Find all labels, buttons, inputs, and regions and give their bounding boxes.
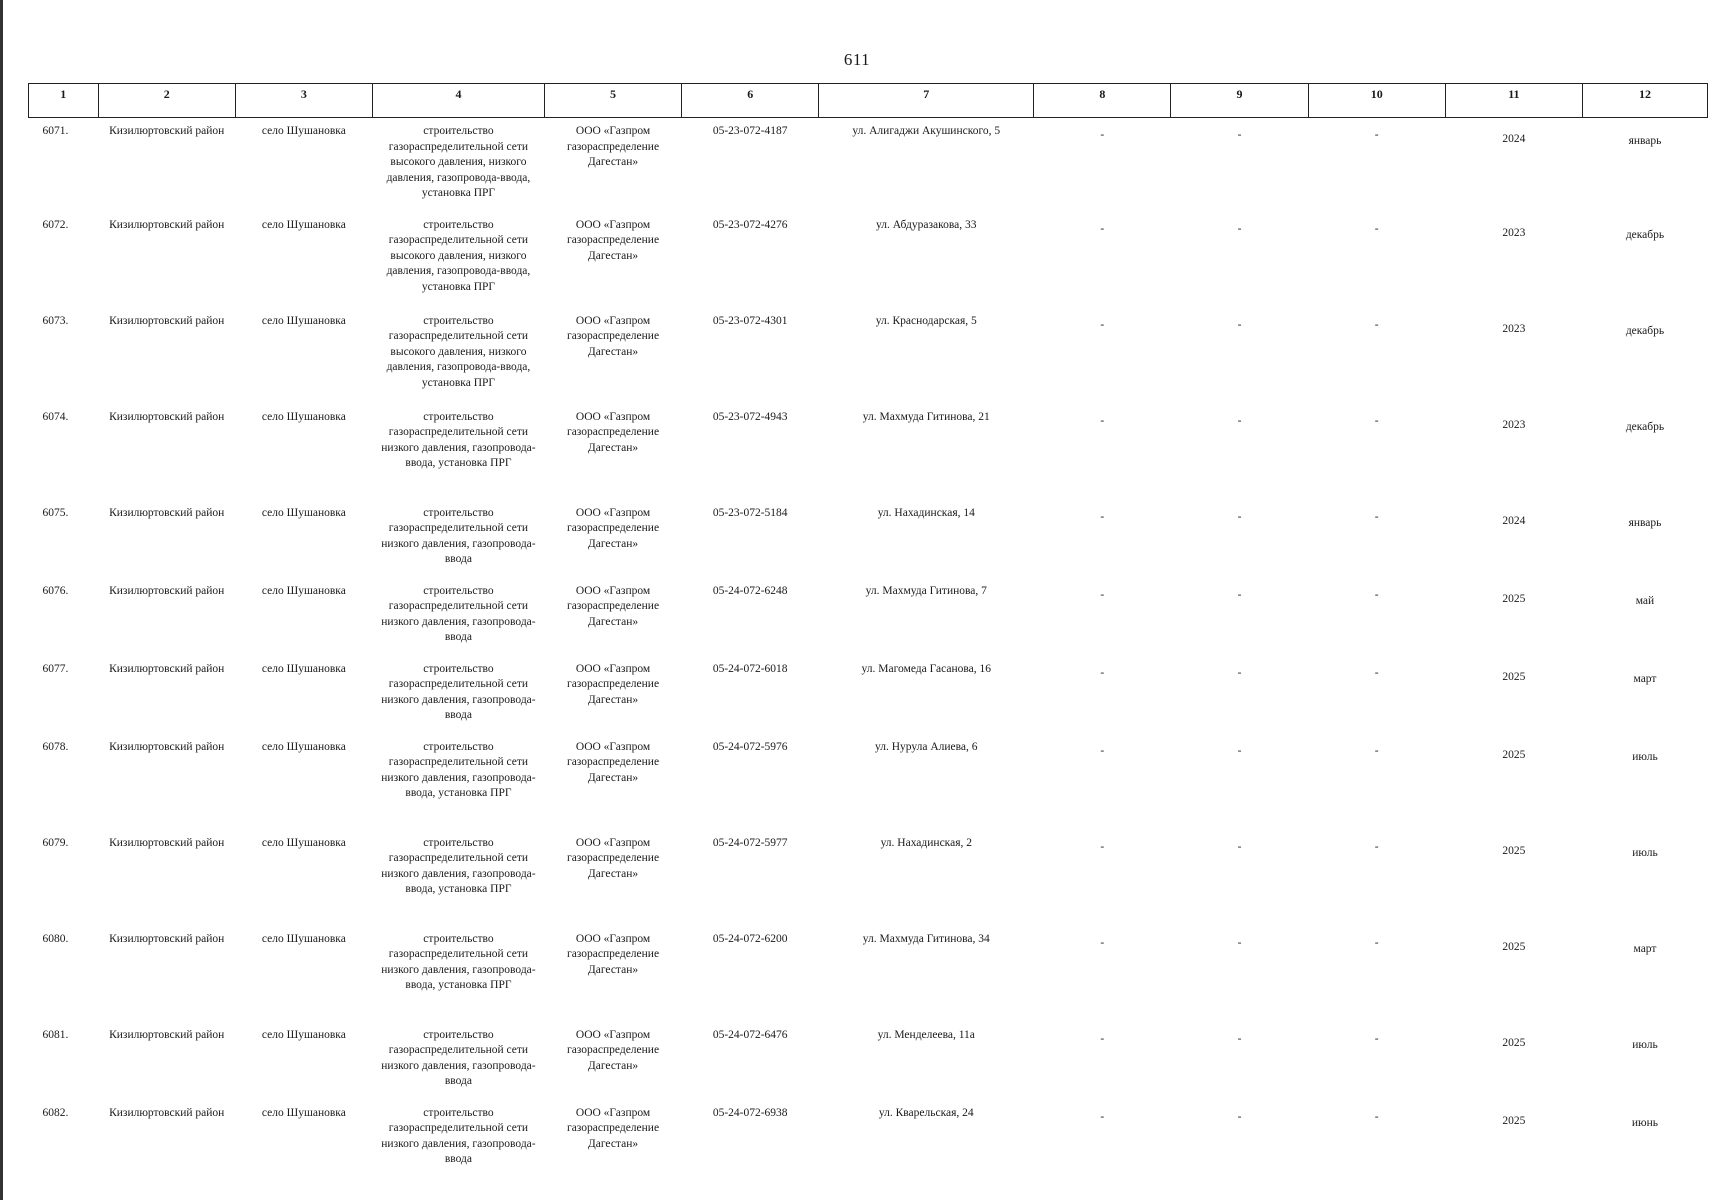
col9-cell: - <box>1237 666 1242 679</box>
village-cell: село Шушановка <box>261 662 346 675</box>
district-cell: Кизилюртовский район <box>109 1028 225 1041</box>
month-cell: декабрь <box>1625 420 1665 433</box>
table-row <box>29 926 1708 1022</box>
organization-cell: ООО «Газпром газораспределение Дагестан» <box>566 740 660 784</box>
column-header: 11 <box>1445 84 1582 118</box>
header-row <box>29 84 1708 118</box>
row-number: 6076. <box>42 584 69 597</box>
table-row <box>29 500 1708 578</box>
col10-cell: - <box>1374 744 1379 757</box>
col8-cell: - <box>1100 222 1105 235</box>
table-row <box>29 656 1708 734</box>
work-description-cell: строительство газораспределительной сети низкого давления, газопровода-ввода, установка ПРГ <box>381 836 536 895</box>
row-number: 6080. <box>42 932 69 945</box>
work-description-cell: строительство газораспределительной сети высокого давления, низкого давления, газопровода-ввода, установка ПРГ <box>386 218 531 293</box>
year-cell: 2023 <box>1502 226 1526 239</box>
code-cell: 05-24-072-6938 <box>712 1106 788 1119</box>
year-cell: 2025 <box>1502 1036 1526 1049</box>
address-cell: ул. Абдуразакова, 33 <box>876 218 977 231</box>
col8-cell: - <box>1100 1110 1105 1123</box>
year-cell: 2024 <box>1502 514 1526 527</box>
page-number: 611 <box>843 50 871 69</box>
col10-cell: - <box>1374 129 1379 141</box>
column-header: 2 <box>98 84 235 118</box>
work-description-cell: строительство газораспределительной сети низкого давления, газопровода-ввода, установка ПРГ <box>381 740 536 799</box>
col10-cell: - <box>1374 936 1379 949</box>
work-description-cell: строительство газораспределительной сети высокого давления, низкого давления, газопровода-ввода, установка ПРГ <box>386 314 531 389</box>
district-cell: Кизилюртовский район <box>109 506 225 519</box>
row-number: 6073. <box>42 314 69 327</box>
code-cell: 05-23-072-5184 <box>712 506 788 519</box>
row-number: 6077. <box>42 662 69 675</box>
month-cell: июль <box>1632 1038 1658 1051</box>
organization-cell: ООО «Газпром газораспределение Дагестан» <box>566 662 660 706</box>
district-cell: Кизилюртовский район <box>109 314 225 327</box>
code-cell: 05-24-072-5976 <box>712 740 788 753</box>
year-cell: 2025 <box>1502 670 1526 683</box>
col8-cell: - <box>1100 414 1105 427</box>
year-cell: 2023 <box>1502 322 1526 335</box>
col9-cell: - <box>1237 510 1242 523</box>
month-cell: январь <box>1628 516 1662 529</box>
year-cell: 2025 <box>1502 940 1526 953</box>
table-row <box>29 308 1708 404</box>
row-number: 6081. <box>42 1028 69 1041</box>
col8-cell: - <box>1100 588 1105 601</box>
col9-cell: - <box>1237 1110 1242 1123</box>
table-row <box>29 830 1708 926</box>
month-cell: июнь <box>1631 1116 1659 1129</box>
year-cell: 2025 <box>1502 844 1526 857</box>
district-cell: Кизилюртовский район <box>109 1106 225 1119</box>
village-cell: село Шушановка <box>261 410 346 423</box>
work-description-cell: строительство газораспределительной сети низкого давления, газопровода-ввода <box>381 1028 536 1087</box>
code-cell: 05-23-072-4943 <box>712 410 788 423</box>
col9-cell: - <box>1237 840 1242 853</box>
month-cell: июль <box>1632 750 1658 763</box>
col10-cell: - <box>1374 318 1379 331</box>
col10-cell: - <box>1374 840 1379 853</box>
month-cell: март <box>1633 942 1657 955</box>
col9-cell: - <box>1237 129 1242 141</box>
work-description-cell: строительство газораспределительной сети низкого давления, газопровода-ввода <box>381 1106 536 1165</box>
address-cell: ул. Махмуда Гитинова, 7 <box>865 584 987 597</box>
column-header: 9 <box>1171 84 1308 118</box>
col8-cell: - <box>1100 318 1105 331</box>
col8-cell: - <box>1100 936 1105 949</box>
organization-cell: ООО «Газпром газораспределение Дагестан» <box>566 1028 660 1072</box>
col10-cell: - <box>1374 588 1379 601</box>
col8-cell: - <box>1100 129 1105 141</box>
month-cell: март <box>1633 672 1657 685</box>
col10-cell: - <box>1374 666 1379 679</box>
district-cell: Кизилюртовский район <box>109 410 225 423</box>
district-cell: Кизилюртовский район <box>109 932 225 945</box>
col8-cell: - <box>1100 666 1105 679</box>
row-number: 6071. <box>42 125 69 137</box>
organization-cell: ООО «Газпром газораспределение Дагестан» <box>566 314 660 358</box>
col8-cell: - <box>1100 840 1105 853</box>
organization-cell: ООО «Газпром газораспределение Дагестан» <box>566 584 660 628</box>
organization-cell: ООО «Газпром газораспределение Дагестан» <box>566 1106 660 1150</box>
code-cell: 05-24-072-6248 <box>712 584 788 597</box>
col10-cell: - <box>1374 222 1379 235</box>
row-number: 6075. <box>42 506 69 519</box>
village-cell: село Шушановка <box>261 1028 346 1041</box>
month-cell: декабрь <box>1625 324 1665 337</box>
village-cell: село Шушановка <box>261 1106 346 1119</box>
col9-cell: - <box>1237 414 1242 427</box>
code-cell: 05-23-072-4301 <box>712 314 788 327</box>
village-cell: село Шушановка <box>261 740 346 753</box>
table-row <box>29 404 1708 500</box>
table-row <box>29 734 1708 830</box>
district-cell: Кизилюртовский район <box>109 836 225 849</box>
organization-cell: ООО «Газпром газораспределение Дагестан» <box>566 218 660 262</box>
work-description-cell: строительство газораспределительной сети низкого давления, газопровода-ввода <box>381 506 536 565</box>
district-cell: Кизилюртовский район <box>109 125 225 137</box>
month-cell: январь <box>1628 135 1662 147</box>
work-description-cell: строительство газораспределительной сети низкого давления, газопровода-ввода, установка ПРГ <box>381 410 536 469</box>
col9-cell: - <box>1237 222 1242 235</box>
column-header: 3 <box>235 84 372 118</box>
row-number: 6079. <box>42 836 69 849</box>
code-cell: 05-24-072-6476 <box>712 1028 788 1041</box>
col9-cell: - <box>1237 1032 1242 1045</box>
village-cell: село Шушановка <box>261 125 346 137</box>
organization-cell: ООО «Газпром газораспределение Дагестан» <box>566 410 660 454</box>
table-row <box>29 1100 1708 1178</box>
year-cell: 2025 <box>1502 592 1526 605</box>
address-cell: ул. Нахадинская, 14 <box>877 506 975 519</box>
work-description-cell: строительство газораспределительной сети высокого давления, низкого давления, газопровода-ввода, установка ПРГ <box>386 125 531 199</box>
row-number: 6082. <box>42 1106 69 1119</box>
table-row <box>29 1022 1708 1100</box>
address-cell: ул. Краснодарская, 5 <box>875 314 977 327</box>
month-cell: май <box>1635 594 1655 607</box>
page-left-border <box>0 0 3 1200</box>
year-cell: 2025 <box>1502 748 1526 761</box>
table-row <box>29 578 1708 656</box>
year-cell: 2025 <box>1502 1114 1526 1127</box>
work-description-cell: строительство газораспределительной сети низкого давления, газопровода-ввода, установка ПРГ <box>381 932 536 991</box>
district-cell: Кизилюртовский район <box>109 740 225 753</box>
column-header: 7 <box>819 84 1034 118</box>
district-cell: Кизилюртовский район <box>109 662 225 675</box>
col10-cell: - <box>1374 414 1379 427</box>
village-cell: село Шушановка <box>261 584 346 597</box>
column-header: 10 <box>1308 84 1445 118</box>
village-cell: село Шушановка <box>261 836 346 849</box>
column-header: 5 <box>544 84 681 118</box>
col10-cell: - <box>1374 510 1379 523</box>
address-cell: ул. Алигаджи Акушинского, 5 <box>852 125 1001 137</box>
col10-cell: - <box>1374 1110 1379 1123</box>
column-header: 6 <box>682 84 819 118</box>
row-number: 6074. <box>42 410 69 423</box>
col9-cell: - <box>1237 744 1242 757</box>
col8-cell: - <box>1100 510 1105 523</box>
organization-cell: ООО «Газпром газораспределение Дагестан» <box>566 932 660 976</box>
address-cell: ул. Нурула Алиева, 6 <box>875 740 978 753</box>
address-cell: ул. Махмуда Гитинова, 34 <box>862 932 990 945</box>
year-cell: 2024 <box>1502 133 1526 145</box>
col9-cell: - <box>1237 588 1242 601</box>
code-cell: 05-23-072-4276 <box>712 218 788 231</box>
register-table <box>28 83 1708 1178</box>
row-number: 6072. <box>42 218 69 231</box>
code-cell: 05-24-072-6018 <box>712 662 788 675</box>
column-header: 12 <box>1582 84 1707 118</box>
code-cell: 05-24-072-6200 <box>712 932 788 945</box>
address-cell: ул. Нахадинская, 2 <box>880 836 972 849</box>
village-cell: село Шушановка <box>261 932 346 945</box>
address-cell: ул. Менделеева, 11а <box>877 1028 975 1041</box>
code-cell: 05-23-072-4187 <box>712 125 788 137</box>
year-cell: 2023 <box>1502 418 1526 431</box>
village-cell: село Шушановка <box>261 506 346 519</box>
district-cell: Кизилюртовский район <box>109 584 225 597</box>
address-cell: ул. Махмуда Гитинова, 21 <box>862 410 990 423</box>
month-cell: декабрь <box>1625 228 1665 241</box>
col9-cell: - <box>1237 318 1242 331</box>
village-cell: село Шушановка <box>261 314 346 327</box>
col10-cell: - <box>1374 1032 1379 1045</box>
row-number: 6078. <box>42 740 69 753</box>
column-header: 4 <box>372 84 544 118</box>
column-header: 1 <box>29 84 99 118</box>
code-cell: 05-24-072-5977 <box>712 836 788 849</box>
col9-cell: - <box>1237 936 1242 949</box>
table-row <box>29 118 1708 212</box>
address-cell: ул. Кварельская, 24 <box>878 1106 974 1119</box>
organization-cell: ООО «Газпром газораспределение Дагестан» <box>566 836 660 880</box>
work-description-cell: строительство газораспределительной сети низкого давления, газопровода-ввода <box>381 662 536 721</box>
village-cell: село Шушановка <box>261 218 346 231</box>
table-row <box>29 212 1708 308</box>
month-cell: июль <box>1632 846 1658 859</box>
work-description-cell: строительство газораспределительной сети низкого давления, газопровода-ввода <box>381 584 536 643</box>
district-cell: Кизилюртовский район <box>109 218 225 231</box>
column-header: 8 <box>1034 84 1171 118</box>
organization-cell: ООО «Газпром газораспределение Дагестан» <box>566 125 660 168</box>
organization-cell: ООО «Газпром газораспределение Дагестан» <box>566 506 660 550</box>
address-cell: ул. Магомеда Гасанова, 16 <box>861 662 991 675</box>
col8-cell: - <box>1100 1032 1105 1045</box>
col8-cell: - <box>1100 744 1105 757</box>
